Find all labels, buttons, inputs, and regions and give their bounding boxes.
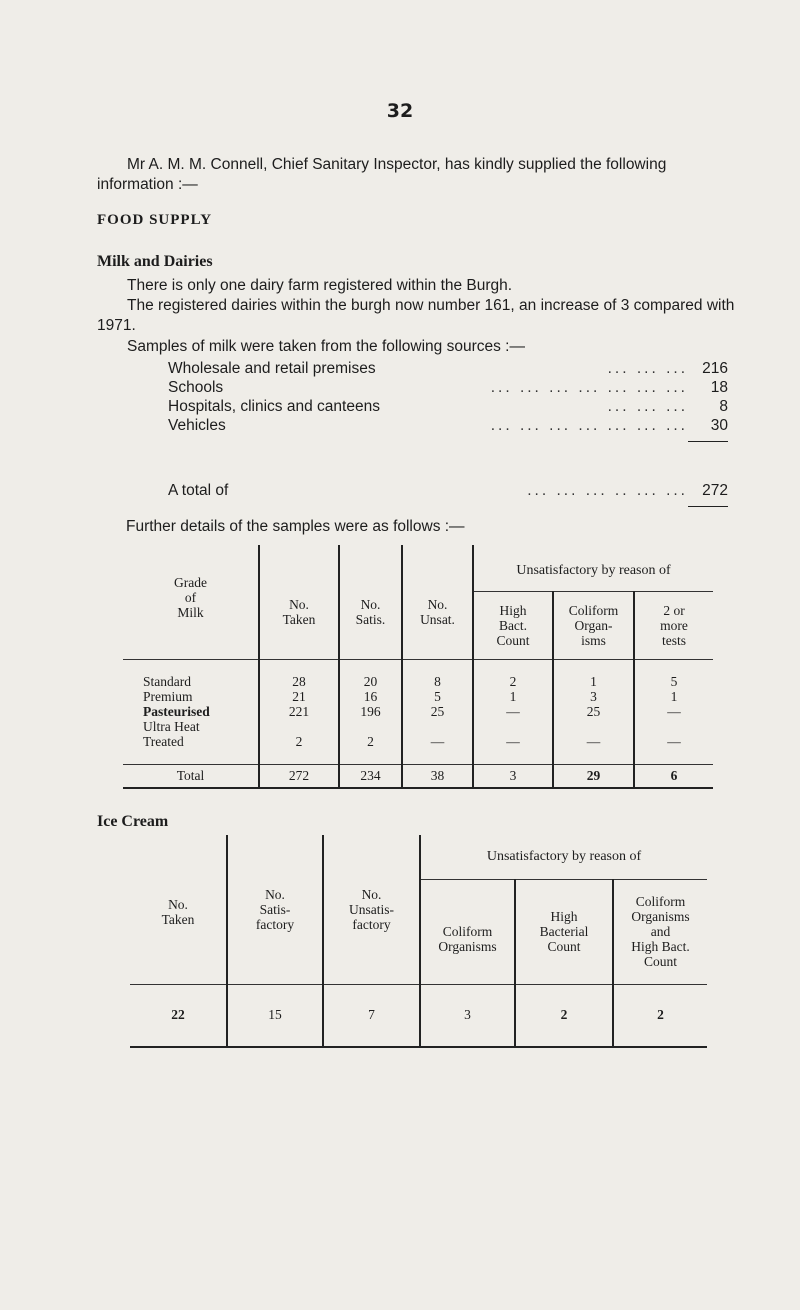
ice-reason-group-header: Unsatisfactory by reason of (420, 835, 707, 879)
para-samples: Samples of milk were taken from the following sources :— (127, 338, 525, 355)
col-taken-header: No. Taken (259, 545, 339, 659)
page-number: 32 (386, 100, 414, 122)
food-supply-heading: FOOD SUPPLY (97, 212, 213, 228)
para-registered-dairies: The registered dairies within the burgh now number 161, an increase of 3 compared with 1971. (97, 297, 735, 334)
col-satis-header: No. Satis. (339, 545, 402, 659)
source-row: Hospitals, clinics and canteens ... ... ... 8 (168, 398, 728, 415)
milk-samples-table (123, 545, 713, 789)
ice-col-taken-header: No. Taken (161, 897, 195, 928)
satis-column: 20 16 196 2 (339, 659, 402, 764)
sum-rule (688, 441, 728, 442)
ice-cream-table (130, 835, 707, 1048)
ice-col-high-header: High Bacterial Count (515, 879, 613, 984)
two-or-more-column: 5 1 — — (634, 659, 713, 764)
source-row: Wholesale and retail premises ... ... ... 216 (168, 360, 728, 377)
source-row: Schools ... ... ... ... ... ... ... 18 (168, 379, 728, 396)
source-row: Vehicles ... ... ... ... ... ... ... 30 (168, 417, 728, 434)
intro-text: Mr A. M. M. Connell, Chief Sanitary Inspector, has kindly supplied the following information :— (97, 156, 667, 193)
unsat-column: 8 5 25 — (402, 659, 473, 764)
total-row: A total of ... ... ... .. ... ... 272 (168, 482, 728, 499)
high-bact-column: 2 1 — — (473, 659, 553, 764)
col-unsat-header: No. Unsat. (402, 545, 473, 659)
col-two-or-more-header: 2 or more tests (634, 591, 713, 659)
ice-col-satis-header: No. Satis- factory (227, 835, 323, 984)
col-grade-header: Grade of Milk (174, 575, 207, 620)
milk-dairies-heading: Milk and Dairies (97, 253, 213, 270)
ice-col-coliform-header: Coliform Organisms (420, 879, 515, 984)
col-high-bact-header: High Bact. Count (473, 591, 553, 659)
col-coliform-header: Coliform Organ- isms (553, 591, 634, 659)
ice-col-both-header: Coliform Organisms and High Bact. Count (613, 879, 707, 984)
grade-column: Standard Premium Pasteurised Ultra Heat Treated (123, 659, 259, 764)
para-further-details: Further details of the samples were as follows :— (126, 518, 465, 535)
reason-group-header: Unsatisfactory by reason of (473, 545, 713, 591)
coliform-column: 1 3 25 — (553, 659, 634, 764)
milk-total-row: Total 272 234 38 3 29 6 (123, 764, 713, 788)
intro-paragraph (97, 155, 737, 195)
taken-column: 28 21 221 2 (259, 659, 339, 764)
ice-cream-heading: Ice Cream (97, 813, 169, 830)
total-rule (688, 506, 728, 507)
ice-data-row: 22 15 7 3 2 2 (130, 984, 707, 1047)
ice-col-unsat-header: No. Unsatis- factory (323, 835, 420, 984)
para-dairy-farm: There is only one dairy farm registered within the Burgh. (127, 277, 513, 294)
